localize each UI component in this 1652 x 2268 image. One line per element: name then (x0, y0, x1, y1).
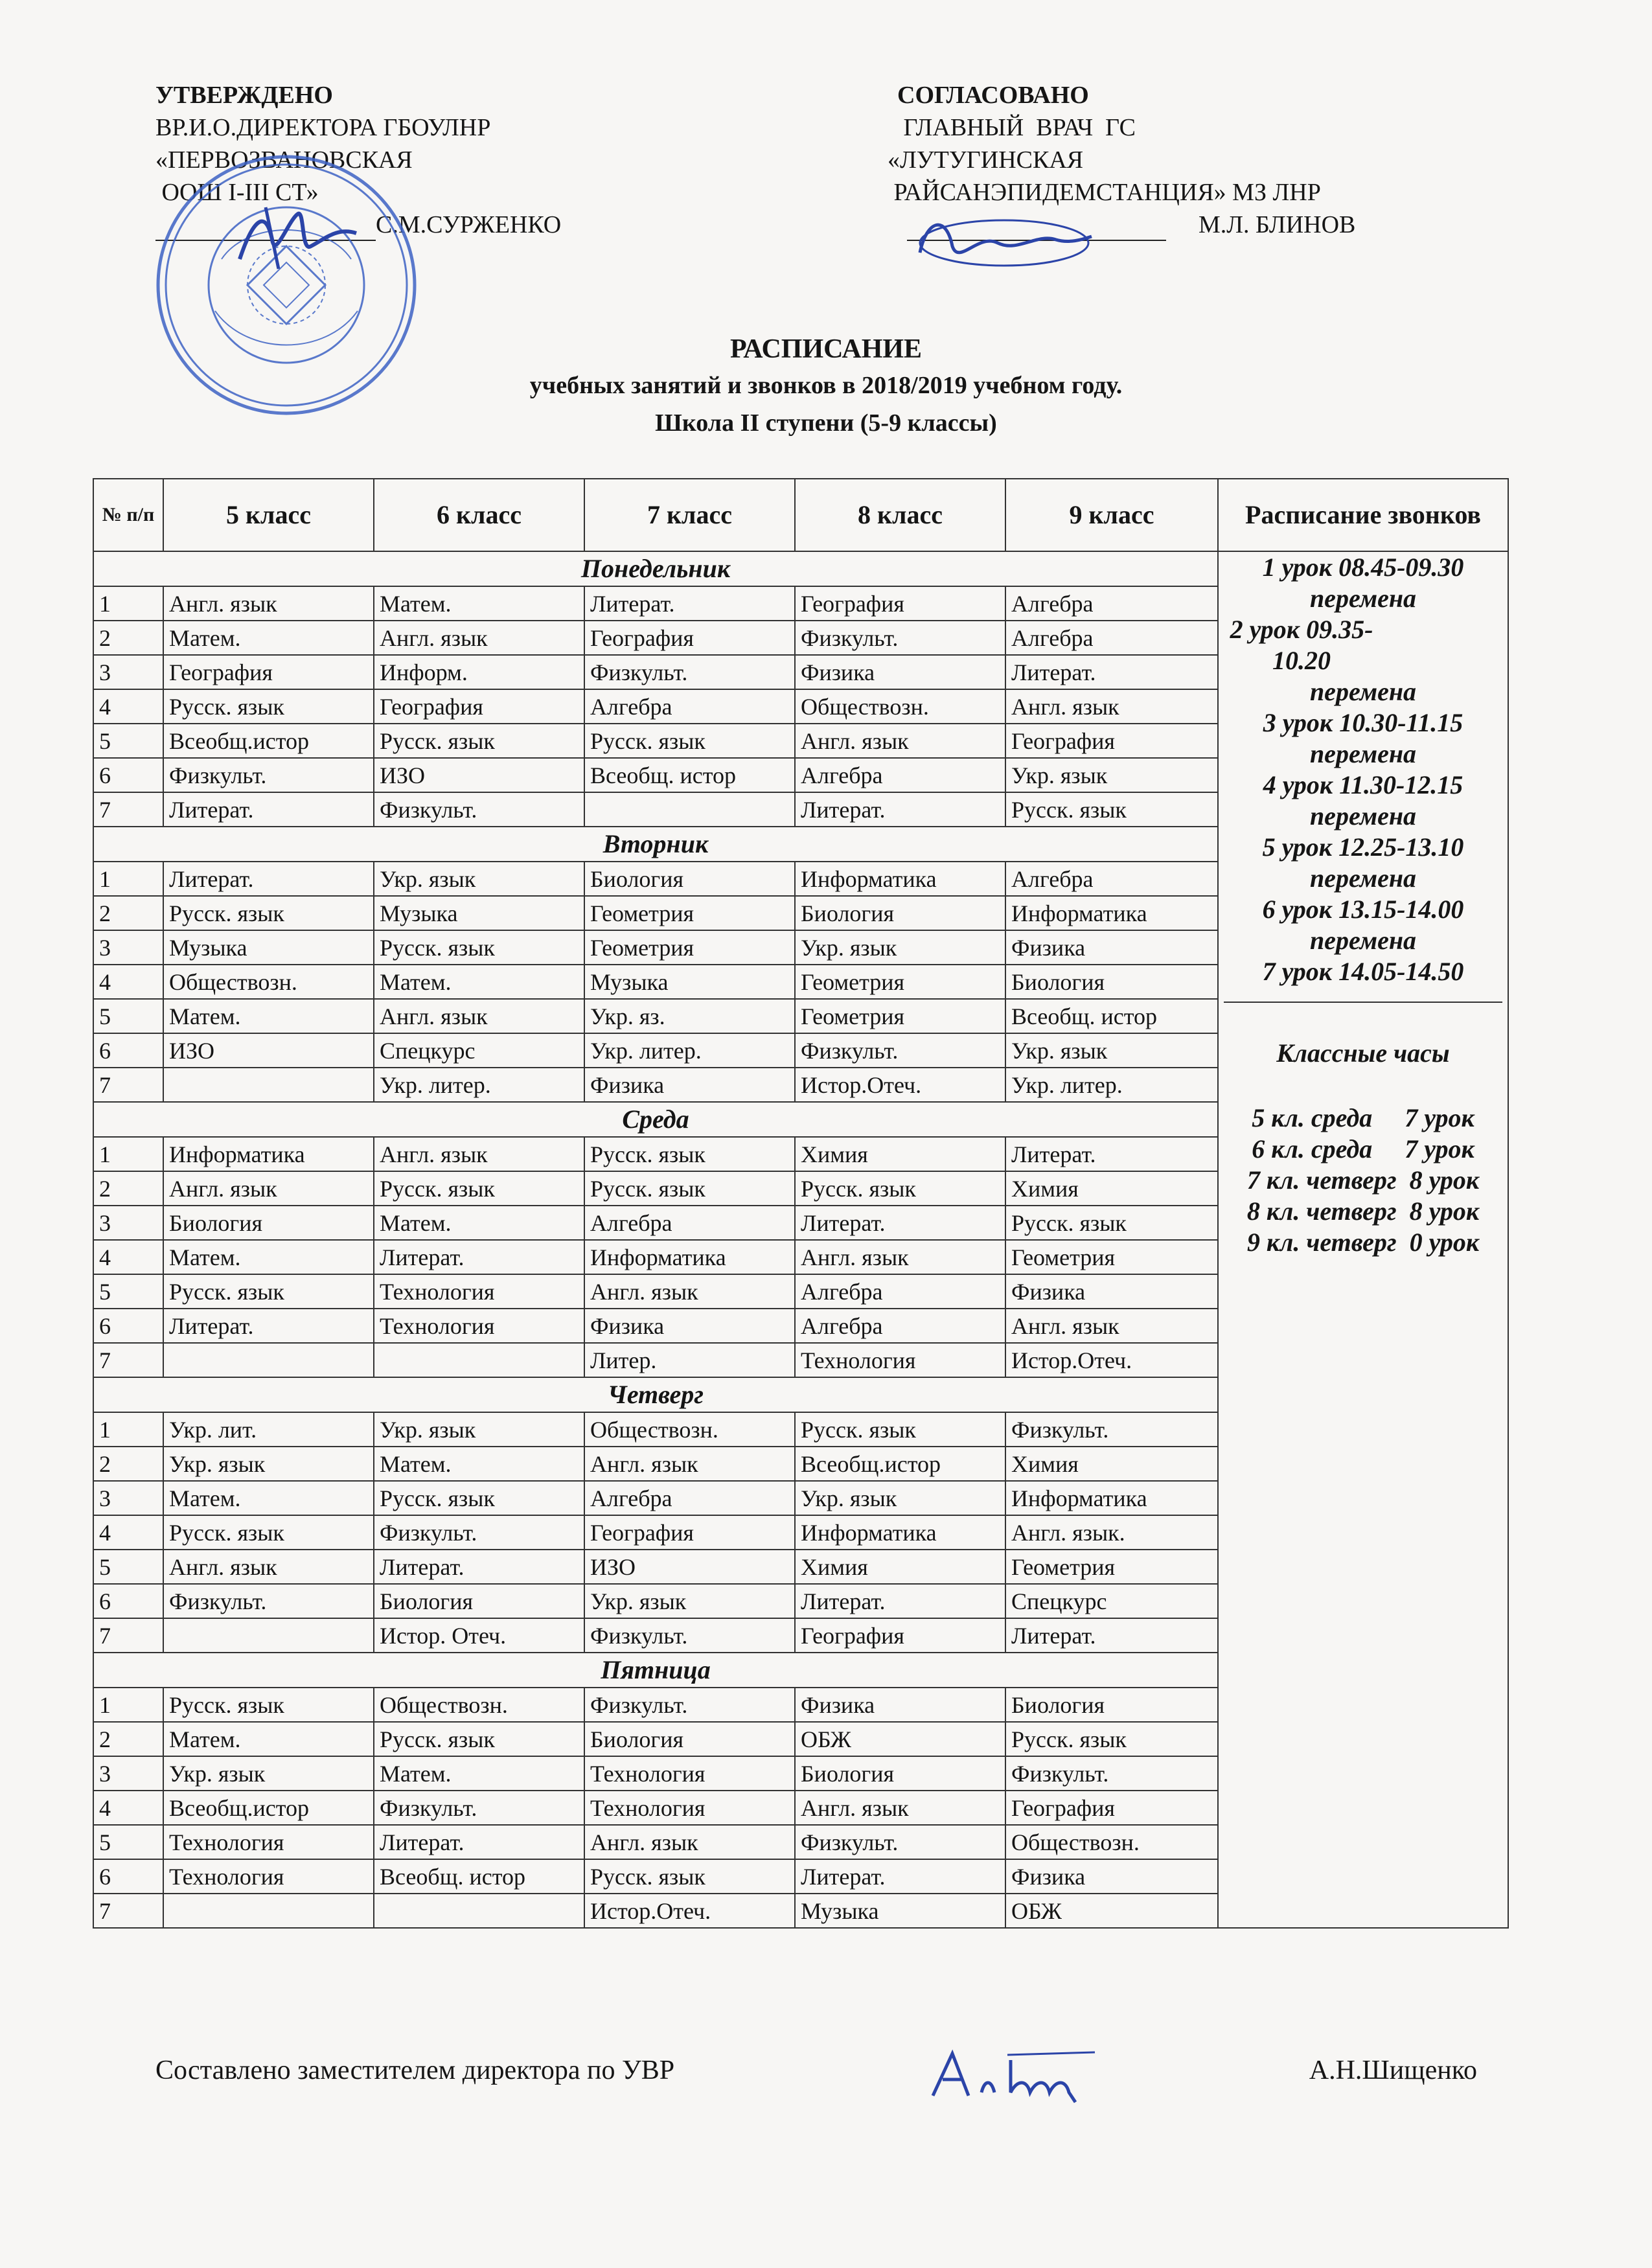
subject-cell: География (584, 621, 795, 655)
approval-signature-icon (227, 194, 376, 279)
lesson-number: 2 (93, 1447, 163, 1481)
subject-cell: Музыка (374, 896, 584, 930)
subject-cell: Физкульт. (374, 1515, 584, 1550)
bell-line: 5 урок 12.25-13.10 (1262, 832, 1464, 862)
subject-cell: Всеобщ. истор (1005, 999, 1218, 1033)
lesson-number: 4 (93, 965, 163, 999)
schedule-body (93, 551, 1508, 1928)
approval-line-1: ВР.И.О.ДИРЕКТОРА ГБОУЛНР (155, 114, 491, 141)
subject-cell: Укр. язык (374, 1412, 584, 1447)
subject-cell: Физкульт. (1005, 1412, 1218, 1447)
subject-cell: Информатика (795, 1515, 1005, 1550)
subject-cell: Физика (584, 1068, 795, 1102)
subject-cell: Геометрия (1005, 1550, 1218, 1584)
day-name: Четверг (93, 1377, 1218, 1412)
class-hours-title: Класcные часы (1276, 1038, 1450, 1068)
subject-cell: Биология (374, 1584, 584, 1618)
lesson-number: 4 (93, 1240, 163, 1274)
lesson-number: 7 (93, 1068, 163, 1102)
subject-cell: Русск. язык (584, 1171, 795, 1206)
subject-cell: Англ. язык (163, 1550, 374, 1584)
lesson-number: 2 (93, 1171, 163, 1206)
subject-cell: География (795, 586, 1005, 621)
bell-line: перемена (1309, 677, 1417, 706)
lesson-number: 4 (93, 689, 163, 724)
subject-cell: Русск. язык (1005, 792, 1218, 827)
lesson-number: 1 (93, 1688, 163, 1722)
subject-cell: Физика (1005, 1274, 1218, 1309)
subject-cell: Литерат. (374, 1825, 584, 1859)
subject-cell: Укр. литер. (584, 1033, 795, 1068)
class-hour-line: 9 кл. четверг 0 урок (1246, 1228, 1480, 1257)
subject-cell: Укр. язык (374, 862, 584, 896)
subject-cell: Обществозн. (163, 965, 374, 999)
subject-cell: Информ. (374, 655, 584, 689)
subject-cell: Технология (163, 1825, 374, 1859)
subject-cell: Биология (584, 1722, 795, 1756)
subject-cell: Геометрия (584, 930, 795, 965)
bell-line: перемена (1309, 584, 1417, 613)
subject-cell: Физкульт. (795, 621, 1005, 655)
subject-cell: Физкульт. (163, 1584, 374, 1618)
subject-cell: Технология (163, 1859, 374, 1894)
subject-cell: Музыка (163, 930, 374, 965)
lesson-number: 4 (93, 1515, 163, 1550)
subject-cell: Физкульт. (374, 1791, 584, 1825)
subject-cell: Литерат. (163, 862, 374, 896)
subject-cell: Укр. язык (1005, 1033, 1218, 1068)
footer-text: Составлено заместителем директора по УВР (155, 2056, 675, 2085)
subject-cell: Информатика (584, 1240, 795, 1274)
lesson-number: 6 (93, 1584, 163, 1618)
subject-cell: Алгебра (584, 689, 795, 724)
subject-cell: Англ. язык (374, 621, 584, 655)
lesson-number: 6 (93, 1033, 163, 1068)
bell-line: перемена (1309, 864, 1417, 893)
subject-cell: Литерат. (795, 1859, 1005, 1894)
lesson-number: 7 (93, 792, 163, 827)
subject-cell: Литер. (584, 1343, 795, 1377)
subject-cell: Матем. (163, 1481, 374, 1515)
subject-cell: Информатика (1005, 896, 1218, 930)
agreement-line-2: «ЛУТУГИНСКАЯ (888, 146, 1084, 174)
subject-cell: Русск. язык (374, 1722, 584, 1756)
subject-cell: Физкульт. (795, 1033, 1005, 1068)
subject-cell: Литерат. (795, 1206, 1005, 1240)
subject-cell: Русск. язык (584, 724, 795, 758)
subject-cell: Англ. язык (163, 586, 374, 621)
subject-cell: Литерат. (584, 586, 795, 621)
subject-cell: Русск. язык (163, 1274, 374, 1309)
lesson-number: 1 (93, 1137, 163, 1171)
bell-line: 6 урок 13.15-14.00 (1262, 895, 1464, 924)
footer-name: А.Н.Шищенко (1309, 2056, 1477, 2085)
lesson-number: 1 (93, 1412, 163, 1447)
lesson-number: 5 (93, 1825, 163, 1859)
subject-cell: Алгебра (795, 758, 1005, 792)
approval-line-2: «ПЕРВОЗВАНОВСКАЯ (155, 146, 413, 174)
subject-cell: Физика (795, 655, 1005, 689)
lesson-number: 3 (93, 1481, 163, 1515)
subject-cell: Англ. язык (374, 1137, 584, 1171)
subject-cell: ИЗО (584, 1550, 795, 1584)
subject-cell: Всеобщ. истор (584, 758, 795, 792)
subject-cell: Русск. язык (1005, 1206, 1218, 1240)
subject-cell: Матем. (374, 1447, 584, 1481)
lesson-number: 3 (93, 1756, 163, 1791)
subject-cell: Алгебра (584, 1481, 795, 1515)
subject-cell: Укр. лит. (163, 1412, 374, 1447)
bell-line: 4 урок 11.30-12.15 (1263, 770, 1463, 799)
subject-cell: Алгебра (795, 1274, 1005, 1309)
subject-cell: Всеобщ.истор (795, 1447, 1005, 1481)
subject-cell: Литерат. (1005, 655, 1218, 689)
subject-cell: Спецкурс (1005, 1584, 1218, 1618)
header-class-5: 5 класс (163, 479, 374, 551)
subject-cell: Русск. язык (584, 1859, 795, 1894)
subject-cell: Информатика (795, 862, 1005, 896)
subject-cell: Алгебра (795, 1309, 1005, 1343)
subject-cell: География (1005, 724, 1218, 758)
approval-heading: УТВЕРЖДЕНО (155, 82, 333, 109)
lesson-number: 1 (93, 586, 163, 621)
subject-cell (163, 1343, 374, 1377)
subject-cell: Всеобщ.истор (163, 724, 374, 758)
subject-cell: Физкульт. (584, 655, 795, 689)
subject-cell: ИЗО (163, 1033, 374, 1068)
header-bells: Расписание звонков (1218, 479, 1508, 551)
subject-cell: Англ. язык (584, 1447, 795, 1481)
subject-cell (163, 1894, 374, 1928)
table-header-row (93, 479, 1508, 551)
subject-cell: Русск. язык (795, 1412, 1005, 1447)
subject-cell: География (795, 1618, 1005, 1653)
day-name: Понедельник (93, 551, 1218, 586)
subject-cell: Геометрия (1005, 1240, 1218, 1274)
bells-schedule (1218, 551, 1508, 1928)
lesson-number: 2 (93, 896, 163, 930)
subject-cell: Всеобщ. истор (374, 1859, 584, 1894)
subject-cell: Укр. язык (795, 930, 1005, 965)
subject-cell: Укр. язык (1005, 758, 1218, 792)
subject-cell: Истор.Отеч. (1005, 1343, 1218, 1377)
day-name: Среда (93, 1102, 1218, 1137)
class-hour-line: 5 кл. среда 7 урок (1252, 1103, 1474, 1132)
subject-cell: Физика (584, 1309, 795, 1343)
subject-cell: Биология (1005, 965, 1218, 999)
agreement-name: М.Л. БЛИНОВ (1199, 211, 1356, 238)
subject-cell: Биология (1005, 1688, 1218, 1722)
subject-cell: Укр. язык (163, 1447, 374, 1481)
class-hour-line: 6 кл. среда 7 урок (1252, 1134, 1474, 1163)
subject-cell: Англ. язык (795, 724, 1005, 758)
subject-cell: Химия (795, 1137, 1005, 1171)
document-subtitle: учебных занятий и звонков в 2018/2019 учебном году. (529, 372, 1123, 399)
subject-cell: Физика (1005, 1859, 1218, 1894)
subject-cell (374, 1343, 584, 1377)
subject-cell: Биология (163, 1206, 374, 1240)
lesson-number: 2 (93, 1722, 163, 1756)
lesson-number: 5 (93, 724, 163, 758)
subject-cell: Матем. (374, 586, 584, 621)
subject-cell: Укр. язык (795, 1481, 1005, 1515)
subject-cell: Химия (1005, 1171, 1218, 1206)
document-title: РАСПИСАНИЕ (729, 334, 923, 364)
subject-cell: Биология (795, 1756, 1005, 1791)
subject-cell: ИЗО (374, 758, 584, 792)
subject-cell: Алгебра (1005, 862, 1218, 896)
approval-name: С.М.СУРЖЕНКО (376, 211, 562, 238)
subject-cell: Укр. литер. (1005, 1068, 1218, 1102)
subject-cell: Технология (374, 1309, 584, 1343)
subject-cell (374, 1894, 584, 1928)
schedule-table (93, 478, 1509, 1929)
subject-cell: География (163, 655, 374, 689)
subject-cell: Литерат. (374, 1240, 584, 1274)
subject-cell: Литерат. (1005, 1137, 1218, 1171)
lesson-number: 6 (93, 758, 163, 792)
subject-cell: Технология (584, 1791, 795, 1825)
subject-cell: Литерат. (795, 792, 1005, 827)
header-class-6: 6 класс (374, 479, 584, 551)
subject-cell: ОБЖ (1005, 1894, 1218, 1928)
subject-cell: Русск. язык (584, 1137, 795, 1171)
subject-cell: Обществозн. (374, 1688, 584, 1722)
day-name: Пятница (93, 1653, 1218, 1688)
subject-cell: Литерат. (163, 1309, 374, 1343)
subject-cell: Физкульт. (584, 1688, 795, 1722)
subject-cell: Алгебра (584, 1206, 795, 1240)
lesson-number: 6 (93, 1859, 163, 1894)
subject-cell: Истор.Отеч. (584, 1894, 795, 1928)
subject-cell: Физкульт. (584, 1618, 795, 1653)
header-class-9: 9 класс (1005, 479, 1218, 551)
subject-cell: Матем. (163, 621, 374, 655)
lesson-number: 5 (93, 1550, 163, 1584)
subject-cell: Химия (1005, 1447, 1218, 1481)
subject-cell: Литерат. (163, 792, 374, 827)
bells-separator (1224, 1002, 1502, 1003)
subject-cell: Химия (795, 1550, 1005, 1584)
subject-cell: Англ. язык (584, 1825, 795, 1859)
subject-cell: Укр. литер. (374, 1068, 584, 1102)
lesson-number: 6 (93, 1309, 163, 1343)
subject-cell: Русск. язык (795, 1171, 1005, 1206)
subject-cell: Матем. (163, 1722, 374, 1756)
subject-cell (163, 1068, 374, 1102)
subject-cell: Укр. яз. (584, 999, 795, 1033)
lesson-number: 1 (93, 862, 163, 896)
document-school-level: Школа II ступени (5-9 классы) (655, 409, 997, 437)
subject-cell: Русск. язык (163, 896, 374, 930)
subject-cell: Англ. язык (584, 1274, 795, 1309)
subject-cell: Музыка (795, 1894, 1005, 1928)
bell-line: перемена (1309, 739, 1417, 768)
subject-cell: Информатика (1005, 1481, 1218, 1515)
bell-line: 1 урок 08.45-09.30 (1262, 553, 1464, 582)
footer (155, 2052, 1477, 2089)
subject-cell: Литерат. (374, 1550, 584, 1584)
subject-cell: Укр. язык (163, 1756, 374, 1791)
subject-cell: Физкульт. (163, 758, 374, 792)
subject-cell: Спецкурс (374, 1033, 584, 1068)
subject-cell: Русск. язык (374, 1171, 584, 1206)
subject-cell: Физкульт. (795, 1825, 1005, 1859)
subject-cell: Англ. язык. (1005, 1515, 1218, 1550)
lesson-number: 5 (93, 999, 163, 1033)
subject-cell: Англ. язык (795, 1240, 1005, 1274)
lesson-number: 7 (93, 1618, 163, 1653)
lesson-number: 3 (93, 930, 163, 965)
subject-cell: Англ. язык (795, 1791, 1005, 1825)
subject-cell: Геометрия (584, 896, 795, 930)
subject-cell: Физкульт. (1005, 1756, 1218, 1791)
subject-cell (163, 1618, 374, 1653)
subject-cell: Технология (795, 1343, 1005, 1377)
subject-cell: Геометрия (795, 999, 1005, 1033)
bell-line: 7 урок 14.05-14.50 (1262, 957, 1464, 986)
subject-cell: Матем. (374, 1206, 584, 1240)
subject-cell: Англ. язык (163, 1171, 374, 1206)
subject-cell: Англ. язык (374, 999, 584, 1033)
subject-cell: Обществозн. (584, 1412, 795, 1447)
subject-cell: Истор. Отеч. (374, 1618, 584, 1653)
subject-cell: Укр. язык (584, 1584, 795, 1618)
subject-cell: География (584, 1515, 795, 1550)
subject-cell: Русск. язык (374, 1481, 584, 1515)
class-hour-line: 7 кл. четверг 8 урок (1246, 1165, 1480, 1195)
header-num: № п/п (93, 479, 163, 551)
lesson-number: 4 (93, 1791, 163, 1825)
subject-cell: Матем. (163, 1240, 374, 1274)
subject-cell: Всеобщ.истор (163, 1791, 374, 1825)
subject-cell (584, 792, 795, 827)
agreement-signature-icon (907, 207, 1101, 279)
class-hour-line: 8 кл. четверг 8 урок (1246, 1197, 1480, 1226)
lesson-number: 3 (93, 1206, 163, 1240)
subject-cell: Обществозн. (795, 689, 1005, 724)
subject-cell: Матем. (374, 965, 584, 999)
agreement-line-1: ГЛАВНЫЙ ВРАЧ ГС (897, 114, 1136, 141)
subject-cell: География (1005, 1791, 1218, 1825)
lesson-number: 7 (93, 1894, 163, 1928)
day-name: Вторник (93, 827, 1218, 862)
lesson-number: 3 (93, 655, 163, 689)
header-class-7: 7 класс (584, 479, 795, 551)
bell-line: 3 урок 10.30-11.15 (1263, 708, 1463, 737)
lesson-number: 2 (93, 621, 163, 655)
bell-line: 2 урок 09.35-10.20 (1230, 615, 1373, 675)
agreement-heading: СОГЛАСОВАНО (897, 82, 1089, 109)
day-row (93, 551, 1508, 586)
subject-cell: Обществозн. (1005, 1825, 1218, 1859)
subject-cell: Истор.Отеч. (795, 1068, 1005, 1102)
footer-signature-icon (920, 2041, 1108, 2105)
agreement-line-3: РАЙСАНЭПИДЕМСТАНЦИЯ» МЗ ЛНР (888, 179, 1321, 206)
subject-cell: Русск. язык (374, 930, 584, 965)
subject-cell: Русск. язык (1005, 1722, 1218, 1756)
subject-cell: Русск. язык (163, 1688, 374, 1722)
subject-cell: Матем. (374, 1756, 584, 1791)
header-class-8: 8 класс (795, 479, 1005, 551)
subject-cell: ОБЖ (795, 1722, 1005, 1756)
subject-cell: Алгебра (1005, 621, 1218, 655)
subject-cell: Музыка (584, 965, 795, 999)
subject-cell: Русск. язык (374, 724, 584, 758)
lesson-number: 7 (93, 1343, 163, 1377)
subject-cell: Технология (374, 1274, 584, 1309)
subject-cell: Русск. язык (163, 689, 374, 724)
subject-cell: География (374, 689, 584, 724)
subject-cell: Русск. язык (163, 1515, 374, 1550)
subject-cell: Биология (584, 862, 795, 896)
lesson-number: 5 (93, 1274, 163, 1309)
subject-cell: Физика (795, 1688, 1005, 1722)
subject-cell: Матем. (163, 999, 374, 1033)
subject-cell: Алгебра (1005, 586, 1218, 621)
subject-cell: Литерат. (795, 1584, 1005, 1618)
bell-line: перемена (1309, 801, 1417, 830)
subject-cell: Геометрия (795, 965, 1005, 999)
approval-line-3: ООШ I-III СТ» (155, 179, 319, 206)
subject-cell: Информатика (163, 1137, 374, 1171)
subject-cell: Технология (584, 1756, 795, 1791)
subject-cell: Физика (1005, 930, 1218, 965)
subject-cell: Биология (795, 896, 1005, 930)
bell-line: перемена (1309, 926, 1417, 955)
subject-cell: Физкульт. (374, 792, 584, 827)
subject-cell: Англ. язык (1005, 1309, 1218, 1343)
subject-cell: Литерат. (1005, 1618, 1218, 1653)
subject-cell: Англ. язык (1005, 689, 1218, 724)
